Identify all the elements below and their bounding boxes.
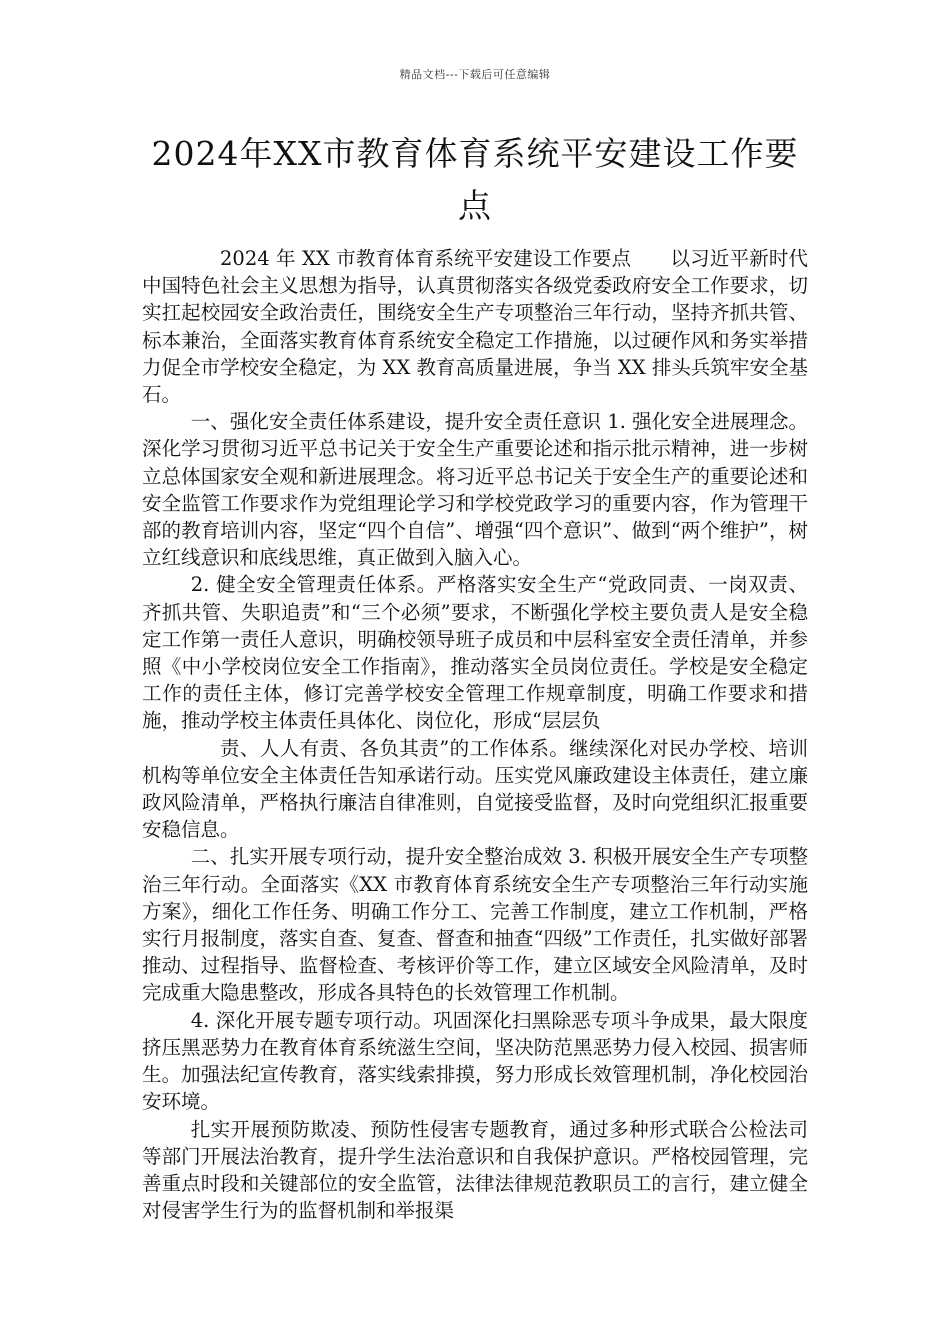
document-body [142, 245, 808, 1224]
item-2-continuation-paragraph: 责、人人有责、各负其责”的工作体系。继续深化对民办学校、培训机构等单位安全主体责任告知承诺行动。压实党风廉政建设主体责任，建立廉政风险清单，严格执行廉洁自律准则，自觉接受监督，及时向党组织汇报重要安稳信息。 [142, 736, 808, 842]
anti-bullying-paragraph: 扎实开展预防欺凌、预防性侵害专题教育，通过多种形式联合公检法司等部门开展法治教育，提升学生法治意识和自我保护意识。严格校园管理，完善重点时段和关键部位的安全监管，法律法律规范教职员工的言行，建立健全对侵害学生行为的监督机制和举报渠 [142, 1117, 808, 1223]
document-title: 2024年XX市教育体育系统平安建设工作要点 [151, 134, 799, 225]
page-header-note: 精品文档---下载后可任意编辑 [399, 68, 551, 81]
item-4-paragraph: 4. 深化开展专题专项行动。巩固深化扫黑除恶专项斗争成果，最大限度挤压黑恶势力在教育体育系统滋生空间，坚决防范黑恶势力侵入校园、损害师生。加强法纪宣传教育，落实线索排摸，努力形成长效管理机制，净化校园治安环境。 [142, 1008, 808, 1114]
section-1-paragraph: 一、强化安全责任体系建设，提升安全责任意识 1. 强化安全进展理念。深化学习贯彻习近平总书记关于安全生产重要论述和指示批示精神，进一步树立总体国家安全观和新进展理念。将习近平总书记关于安全生产的重要论述和安全监管工作要求作为党组理论学习和学校党政学习的重要内容，作为管理干部的教育培训内容，坚定“四个自信”、增强“四个意识”、做到“两个维护”，树立红线意识和底线思维，真正做到入脑入心。 [142, 410, 808, 570]
intro-paragraph: 2024 年 XX 市教育体育系统平安建设工作要点 以习近平新时代中国特色社会主义思想为指导，认真贯彻落实各级党委政府安全工作要求，切实扛起校园安全政治责任，围绕安全生产专项整治三年行动，坚持齐抓共管、标本兼治，全面落实教育体育系统安全稳定工作措施，以过硬作风和务实举措力促全市学校安全稳定，为 XX 教育高质量进展，争当 XX 排头兵筑牢安全基石。 [142, 247, 808, 407]
item-2-paragraph: 2. 健全安全管理责任体系。严格落实安全生产“党政同责、一岗双责、齐抓共管、失职追责”和“三个必须”要求，不断强化学校主要负责人是安全稳定工作第一责任人意识，明确校领导班子成员和中层科室安全责任清单，并参照《中小学校岗位安全工作指南》，推动落实全员岗位责任。学校是安全稳定工作的责任主体，修订完善学校安全管理工作规章制度，明确工作要求和措施，推动学校主体责任具体化、岗位化，形成“层层负 [142, 573, 808, 733]
section-2-paragraph: 二、扎实开展专项行动，提升安全整治成效 3. 积极开展安全生产专项整治三年行动。全面落实《XX 市教育体育系统安全生产专项整治三年行动实施方案》，细化工作任务、明确工作分工、完善工作制度，建立工作机制，严格实行月报制度，落实自查、复查、督查和抽查“四级”工作责任，扎实做好部署推动、过程指导、监督检查、考核评价等工作，建立区域安全风险清单，及时完成重大隐患整改，形成各具特色的长效管理工作机制。 [142, 845, 808, 1005]
